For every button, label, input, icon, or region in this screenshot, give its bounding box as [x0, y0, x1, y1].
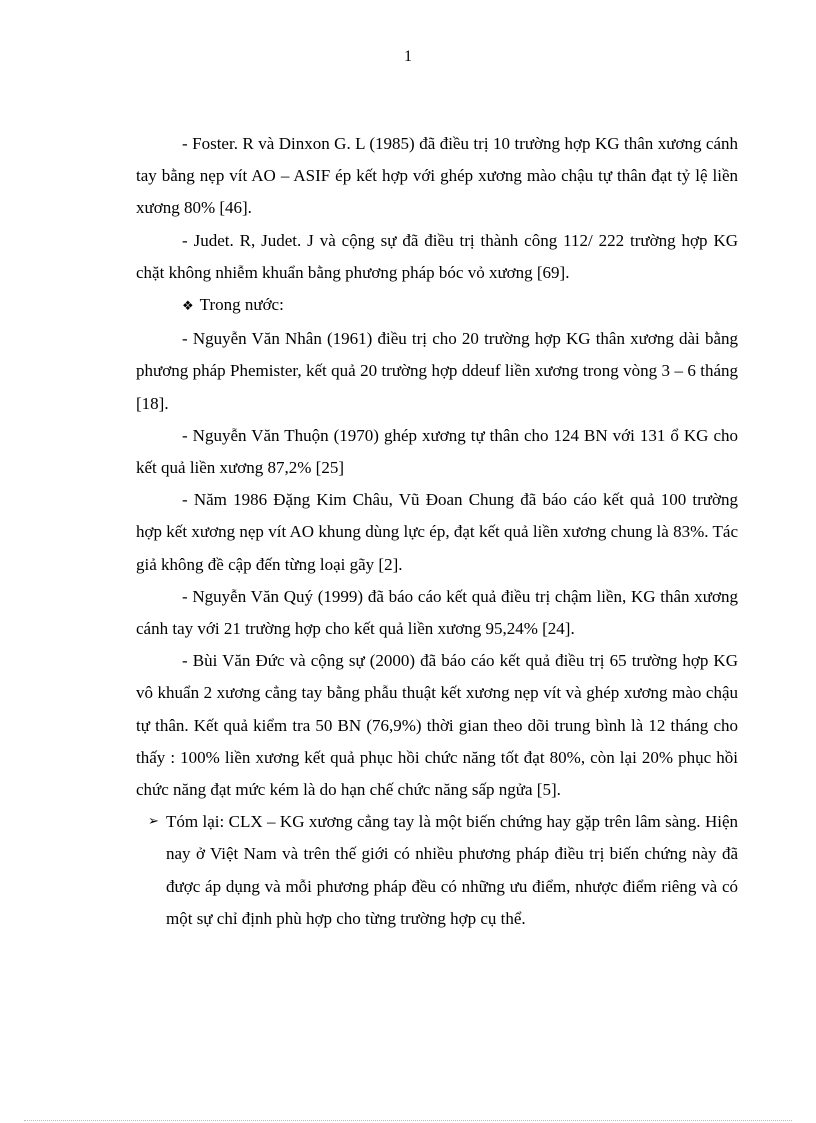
summary-text: Tóm lại: CLX – KG xương cẳng tay là một biến chứng hay gặp trên lâm sàng. Hiện nay ở Việt Nam và trên thế giới có nhiều phương pháp điều trị biến chứng này đã được áp dụng và mỗi phương pháp đều có những ưu điểm, nhược điểm riêng và có một sự chỉ định phù hợp cho từng trường hợp cụ thể.: [166, 812, 738, 928]
heading-text: Trong nước:: [199, 295, 284, 315]
section-heading-domestic: [136, 289, 738, 323]
paragraph-nguyen-van-nhan: - Nguyễn Văn Nhân (1961) điều trị cho 20 trường hợp KG thân xương dài bằng phương pháp Phemister, kết quả 20 trường hợp ddeuf liền xương trong vòng 3 – 6 tháng [18].: [136, 329, 738, 413]
paragraph-nguyen-van-quy: - Nguyễn Văn Quý (1999) đã báo cáo kết quả điều trị chậm liền, KG thân xương cánh tay với 21 trường hợp cho kết quả liền xương 95,24% [24].: [136, 586, 738, 639]
paragraph-nguyen-van-thuon: - Nguyễn Văn Thuộn (1970) ghép xương tự thân cho 124 BN với 131 ổ KG cho kết quả liền xương 87,2% [25]: [136, 425, 738, 478]
page-number: 1: [404, 48, 412, 65]
document-body: [136, 128, 738, 935]
paragraph-judet: - Judet. R, Judet. J và cộng sự đã điều trị thành công 112/ 222 trường hợp KG chặt không nhiễm khuẩn bằng phương pháp bóc vỏ xương [69].: [136, 230, 738, 282]
summary-block: [136, 806, 738, 935]
arrow-bullet-icon: ➢: [148, 814, 159, 830]
page-bottom-rule: [24, 1120, 792, 1121]
paragraph-foster: - Foster. R và Dinxon G. L (1985) đã điều trị 10 trường hợp KG thân xương cánh tay bằng nẹp vít AO – ASIF ép kết hợp với ghép xương mào chậu tự thân đạt tỷ lệ liền xương 80% [46].: [136, 134, 738, 218]
four-diamond-icon: ❖: [182, 299, 194, 315]
paragraph-bui-van-duc: - Bùi Văn Đức và cộng sự (2000) đã báo cáo kết quả điều trị 65 trường hợp KG vô khuẩn 2 xương cẳng tay bằng phẫu thuật kết xương nẹp vít và ghép xương mào chậu tự thân. Kết quả kiểm tra 50 BN (76,9%) thời gian theo dõi trung bình là 12 tháng cho thấy : 100% liền xương kết quả phục hồi chức năng tốt đạt 80%, còn lại 20% phục hồi chức năng đạt mức kém là do hạn chế chức năng sấp ngửa [5].: [136, 651, 738, 800]
paragraph-dang-kim-chau: - Năm 1986 Đặng Kim Châu, Vũ Đoan Chung đã báo cáo kết quả 100 trường hợp kết xương nẹp vít AO khung dùng lực ép, đạt kết quả liền xương chung là 83%. Tác giả không đề cập đến từng loại gãy [2].: [136, 490, 738, 574]
